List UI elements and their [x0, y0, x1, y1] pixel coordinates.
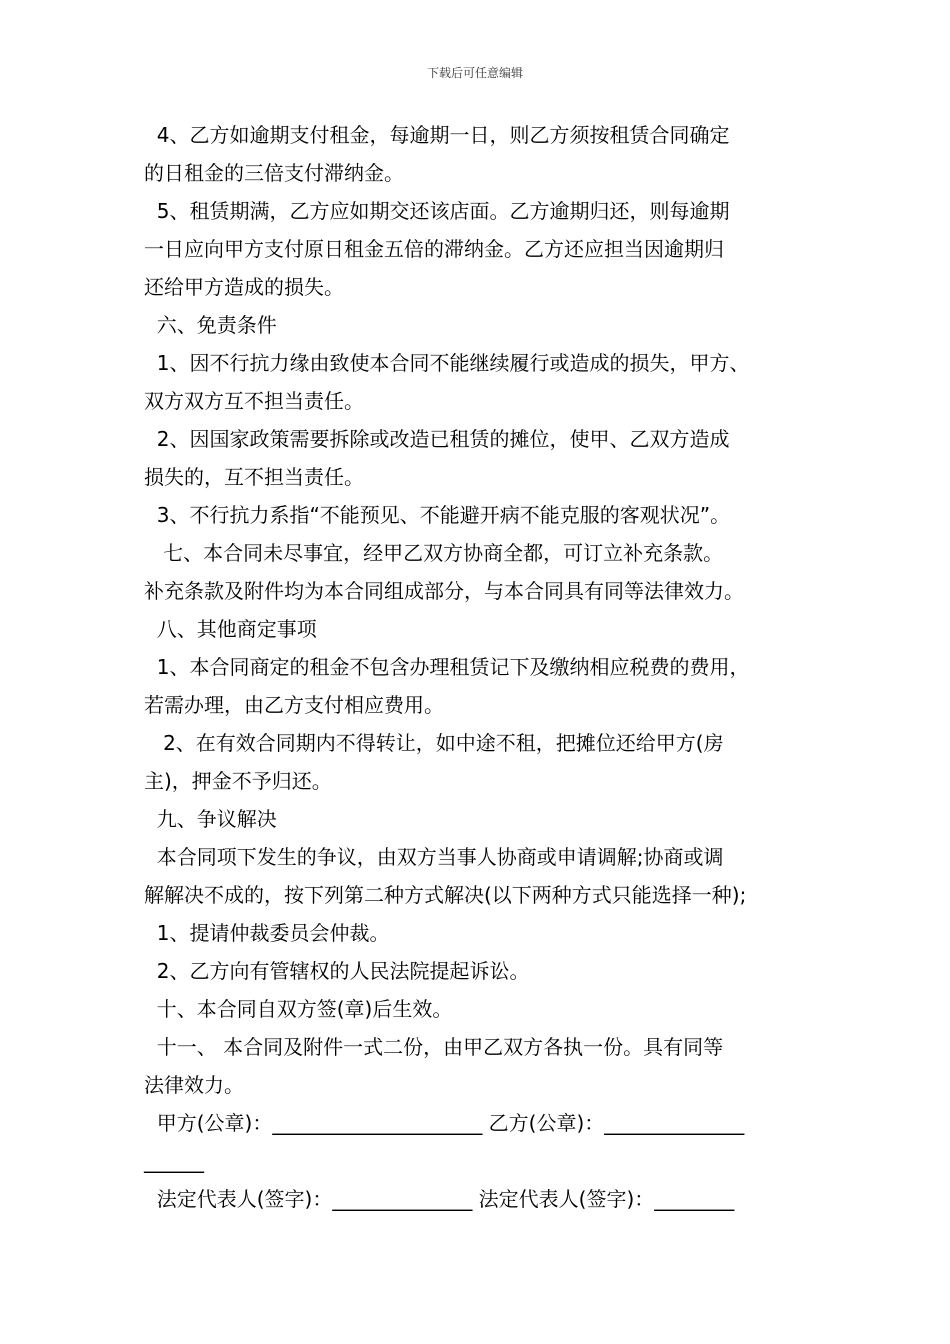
text-line: 1、本合同商定的租金不包含办理租赁记下及缴纳相应税费的费用，: [144, 655, 750, 679]
text-line: 2、因国家政策需要拆除或改造已租赁的摊位，使甲、乙双方造成: [144, 427, 730, 451]
section-heading: 八、其他商定事项: [144, 617, 317, 641]
text-line: 1、提请仲裁委员会仲裁。: [144, 921, 390, 945]
text-line: 十、本合同自双方签(章)后生效。: [144, 997, 453, 1021]
text-line: 若需办理，由乙方支付相应费用。: [144, 693, 444, 717]
text-line: 主)，押金不予归还。: [144, 769, 332, 793]
text-line: 本合同项下发生的争议，由双方当事人协商或申请调解;协商或调: [144, 845, 724, 869]
text-line: 4、乙方如逾期支付租金，每逾期一日，则乙方须按租赁合同确定: [144, 123, 730, 147]
text-line: 2、在有效合同期内不得转让，如中途不租，把摊位还给甲方(房: [144, 731, 724, 755]
text-line: 2、乙方向有管辖权的人民法院提起诉讼。: [144, 959, 530, 983]
text-line: 七、本合同未尽事宜，经甲乙双方协商全都，可订立补充条款。: [144, 541, 724, 565]
signature-line: 法定代表人(签字)：______________ 法定代表人(签字)：________: [144, 1187, 735, 1211]
section-heading: 六、免责条件: [144, 313, 277, 337]
text-line: 1、因不行抗力缘由致使本合同不能继续履行或造成的损失，甲方、: [144, 351, 750, 375]
text-line: 十一、 本合同及附件一式二份，由甲乙双方各执一份。具有同等: [144, 1035, 724, 1059]
text-line: 损失的，互不担当责任。: [144, 465, 364, 489]
text-line: 的日租金的三倍支付滞纳金。: [144, 161, 404, 185]
text-line: 3、不行抗力系指“不能预见、不能避开病不能克服的客观状况”。: [144, 503, 731, 527]
signature-line: ______: [144, 1149, 204, 1173]
page-header: 下载后可任意编辑: [426, 66, 523, 80]
text-line: 5、租赁期满，乙方应如期交还该店面。乙方逾期归还，则每逾期: [144, 199, 730, 223]
text-line: 一日应向甲方支付原日租金五倍的滞纳金。乙方还应担当因逾期归: [144, 237, 724, 261]
text-line: 还给甲方造成的损失。: [144, 275, 344, 299]
text-line: 法律效力。: [144, 1073, 244, 1097]
text-line: 补充条款及附件均为本合同组成部分，与本合同具有同等法律效力。: [144, 579, 744, 603]
section-heading: 九、争议解决: [144, 807, 277, 831]
text-line: 双方双方互不担当责任。: [144, 389, 364, 413]
text-line: 解解决不成的，按下列第二种方式解决(以下两种方式只能选择一种);: [144, 883, 747, 907]
document-body: [144, 116, 824, 1218]
signature-line: 甲方(公章)：_____________________ 乙方(公章)：______________: [144, 1111, 745, 1135]
